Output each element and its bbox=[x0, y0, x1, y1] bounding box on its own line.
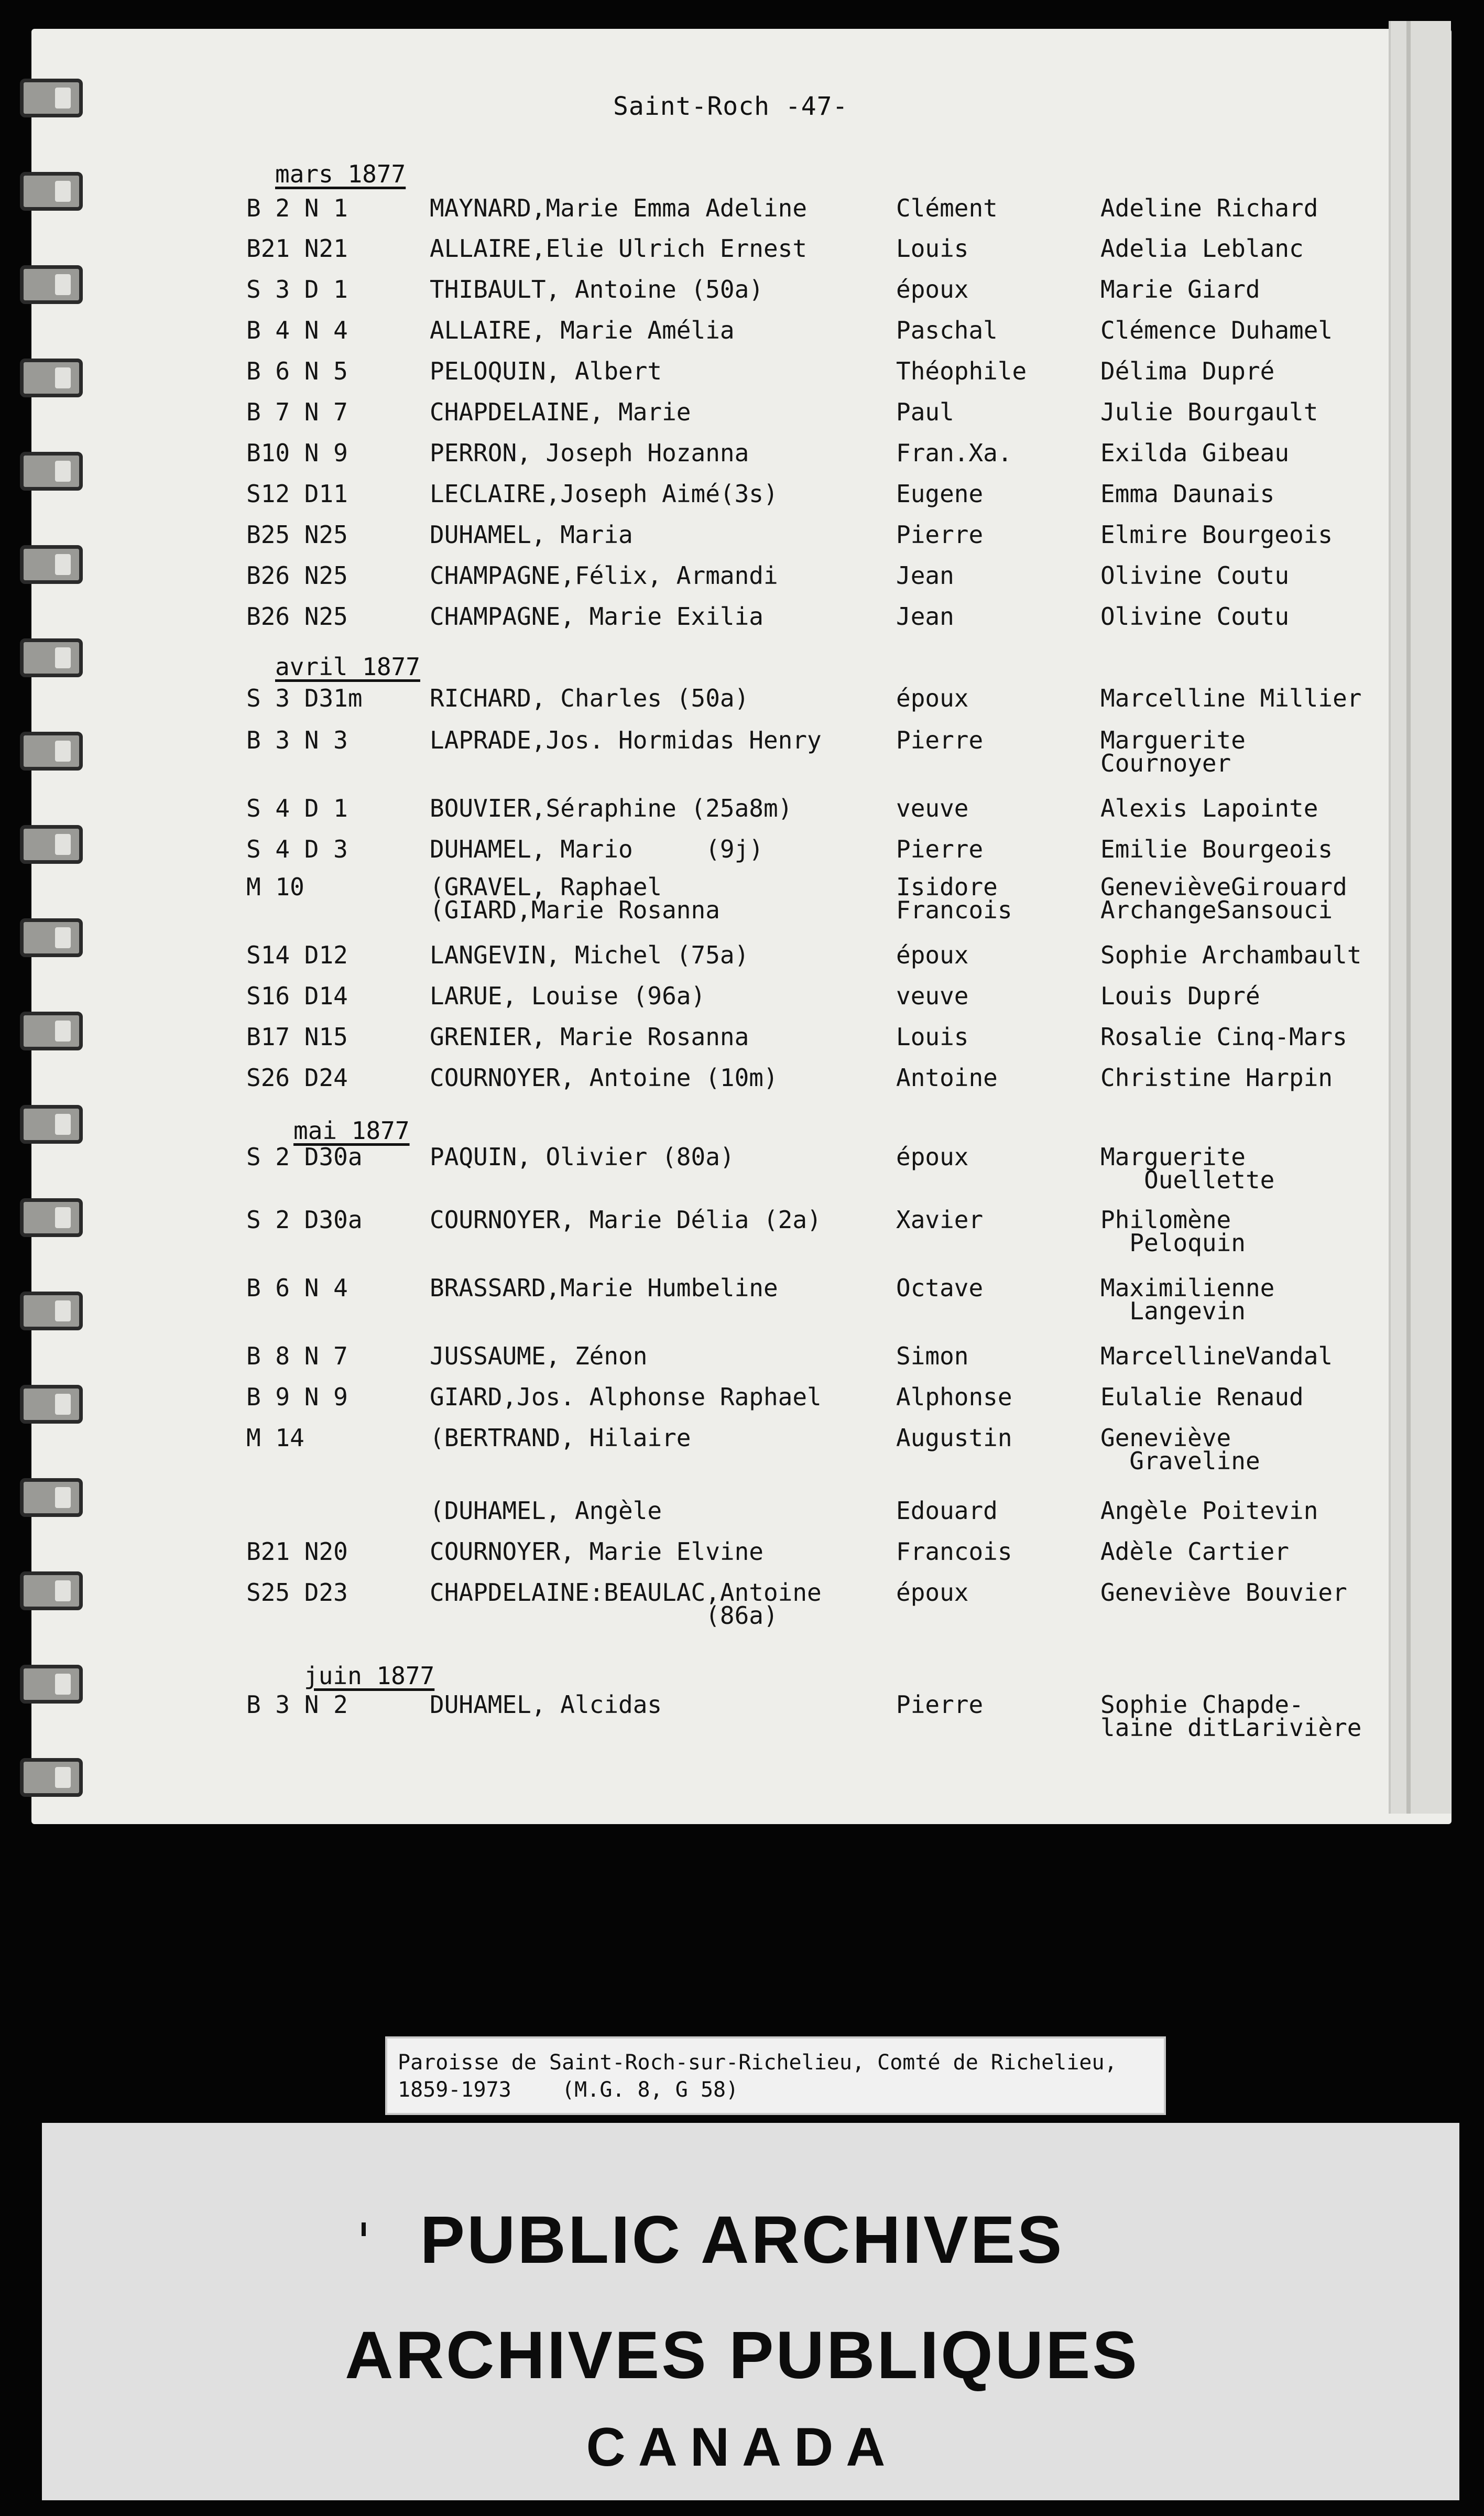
register-entry bbox=[0, 316, 1420, 361]
entry-father: Xavier bbox=[896, 1206, 984, 1234]
entry-name: CHAPDELAINE, Marie bbox=[430, 398, 691, 426]
register-entry bbox=[0, 1025, 1420, 1067]
entry-name: LECLAIRE,Joseph Aimé(3s) bbox=[430, 480, 778, 508]
month-heading: mai 1877 bbox=[293, 1116, 410, 1145]
entry-name: COURNOYER, Antoine (10m) bbox=[430, 1064, 778, 1092]
register-entry bbox=[0, 1344, 1420, 1386]
entry-father: Fran.Xa. bbox=[896, 439, 1012, 467]
register-entry bbox=[0, 984, 1420, 1026]
entry-father: Pierre bbox=[896, 835, 984, 863]
register-entry bbox=[0, 941, 1420, 985]
entry-name: GRENIER, Marie Rosanna bbox=[430, 1023, 749, 1051]
entry-father: Pierre bbox=[896, 520, 984, 549]
entry-father: Paschal bbox=[896, 316, 998, 344]
register-entry bbox=[0, 1537, 1420, 1582]
month-heading: mars 1877 bbox=[275, 160, 406, 188]
entry-code: B26 N25 bbox=[246, 561, 348, 590]
register-entry bbox=[0, 1424, 1420, 1475]
entry-mother: Adelia Leblanc bbox=[1100, 234, 1304, 263]
entry-father: Louis bbox=[896, 1023, 969, 1051]
register-entry bbox=[0, 234, 1420, 279]
entry-name: DUHAMEL, Mario (9j) bbox=[430, 835, 763, 863]
entry-mother: Elmire Bourgeois bbox=[1100, 520, 1333, 549]
entry-mother: Geneviève Graveline bbox=[1100, 1424, 1260, 1475]
archives-title-en: PUBLIC ARCHIVES bbox=[420, 2203, 1064, 2278]
entry-mother: Olivine Coutu bbox=[1100, 602, 1290, 631]
entry-father: époux bbox=[896, 941, 969, 969]
entry-name: THIBAULT, Antoine (50a) bbox=[430, 275, 763, 303]
entry-name: (BERTRAND, Hilaire bbox=[430, 1424, 691, 1452]
register-entry bbox=[0, 561, 1420, 606]
register-entry bbox=[0, 602, 1420, 647]
entry-father: veuve bbox=[896, 794, 969, 822]
entry-mother: Rosalie Cinq-Mars bbox=[1100, 1023, 1347, 1051]
entry-code: S 4 D 3 bbox=[246, 835, 348, 863]
binding-ring bbox=[20, 1758, 83, 1797]
entry-code: S26 D24 bbox=[246, 1064, 348, 1092]
entry-name: (GRAVEL, Raphael (GIARD,Marie Rosanna bbox=[430, 873, 720, 924]
entry-code: S 3 D 1 bbox=[246, 275, 348, 303]
entry-mother: Philomène Peloquin bbox=[1100, 1206, 1246, 1257]
entry-name: GIARD,Jos. Alphonse Raphael bbox=[430, 1383, 822, 1411]
entry-father: veuve bbox=[896, 982, 969, 1010]
archives-country: CANADA bbox=[586, 2417, 898, 2478]
register-entry bbox=[0, 1385, 1420, 1427]
entry-code: S14 D12 bbox=[246, 941, 348, 969]
entry-code: B17 N15 bbox=[246, 1023, 348, 1051]
entry-name: DUHAMEL, Alcidas bbox=[430, 1690, 662, 1719]
entry-mother: Marguerite Cournoyer bbox=[1100, 726, 1246, 777]
register-entry bbox=[0, 1274, 1420, 1325]
entry-name: LAPRADE,Jos. Hormidas Henry bbox=[430, 726, 822, 754]
entry-code: B21 N20 bbox=[246, 1537, 348, 1566]
source-line-1: Paroisse de Saint-Roch-sur-Richelieu, Comté de Richelieu, bbox=[398, 2051, 1117, 2075]
entry-mother: Julie Bourgault bbox=[1100, 398, 1318, 426]
register-entry bbox=[0, 441, 1420, 483]
entry-code: B 8 N 7 bbox=[246, 1342, 348, 1370]
entry-father: époux bbox=[896, 1578, 969, 1607]
entry-mother: Maximilienne Langevin bbox=[1100, 1274, 1275, 1325]
entry-name: PERRON, Joseph Hozanna bbox=[430, 439, 749, 467]
entry-code: B 9 N 9 bbox=[246, 1383, 348, 1411]
entry-code: B 3 N 2 bbox=[246, 1690, 348, 1719]
entry-name: RICHARD, Charles (50a) bbox=[430, 684, 749, 712]
register-entry bbox=[0, 357, 1420, 402]
entry-father: Jean bbox=[896, 602, 954, 631]
entry-name: BRASSARD,Marie Humbeline bbox=[430, 1274, 778, 1302]
entry-code: B 6 N 4 bbox=[246, 1274, 348, 1302]
entry-mother: Marie Giard bbox=[1100, 275, 1260, 303]
entry-name: ALLAIRE,Elie Ulrich Ernest bbox=[430, 234, 808, 263]
entry-code: M 10 bbox=[246, 873, 304, 901]
entry-code: S25 D23 bbox=[246, 1578, 348, 1607]
register-entry bbox=[0, 873, 1420, 924]
entry-father: époux bbox=[896, 1143, 969, 1171]
entry-name: LANGEVIN, Michel (75a) bbox=[430, 941, 749, 969]
register-entry bbox=[0, 794, 1420, 839]
entry-code: M 14 bbox=[246, 1424, 304, 1452]
entry-name: BOUVIER,Séraphine (25a8m) bbox=[430, 794, 793, 822]
source-label-card bbox=[385, 2036, 1166, 2115]
register-entry bbox=[0, 194, 1420, 238]
entry-mother: Délima Dupré bbox=[1100, 357, 1275, 385]
entry-father: Paul bbox=[896, 398, 954, 426]
entry-mother: Marcelline Millier bbox=[1100, 684, 1362, 712]
entry-code: S16 D14 bbox=[246, 982, 348, 1010]
entry-code: S 2 D30a bbox=[246, 1143, 363, 1171]
register-entry bbox=[0, 1066, 1420, 1108]
entry-name: CHAMPAGNE, Marie Exilia bbox=[430, 602, 763, 631]
entry-father: Alphonse bbox=[896, 1383, 1012, 1411]
entry-code: S 3 D31m bbox=[246, 684, 363, 712]
entry-father: Simon bbox=[896, 1342, 969, 1370]
entry-code: S12 D11 bbox=[246, 480, 348, 508]
register-entry bbox=[0, 482, 1420, 524]
entry-mother: Sophie Archambault bbox=[1100, 941, 1362, 969]
entry-code: S 4 D 1 bbox=[246, 794, 348, 822]
entry-father: Pierre bbox=[896, 1690, 984, 1719]
entry-father: Clément bbox=[896, 194, 998, 222]
entry-father: époux bbox=[896, 275, 969, 303]
entry-code: B 3 N 3 bbox=[246, 726, 348, 754]
month-heading: avril 1877 bbox=[275, 653, 420, 681]
binding-ring bbox=[20, 1105, 83, 1144]
entry-father: Eugene bbox=[896, 480, 984, 508]
entry-code: B 4 N 4 bbox=[246, 316, 348, 344]
entry-name: ALLAIRE, Marie Amélia bbox=[430, 316, 735, 344]
archives-title-fr: ARCHIVES PUBLIQUES bbox=[345, 2318, 1139, 2393]
register-entry bbox=[0, 1206, 1420, 1257]
entry-father: Jean bbox=[896, 561, 954, 590]
entry-code: B25 N25 bbox=[246, 520, 348, 549]
entry-name: (DUHAMEL, Angèle bbox=[430, 1496, 662, 1525]
entry-name: CHAPDELAINE:BEAULAC,Antoine (86a) bbox=[430, 1578, 822, 1630]
entry-father: Pierre bbox=[896, 726, 984, 754]
entry-name: LARUE, Louise (96a) bbox=[430, 982, 706, 1010]
entry-name: JUSSAUME, Zénon bbox=[430, 1342, 648, 1370]
entry-name: DUHAMEL, Maria bbox=[430, 520, 633, 549]
register-entry bbox=[0, 1496, 1420, 1541]
entry-mother: Christine Harpin bbox=[1100, 1064, 1333, 1092]
entry-father: Isidore Francois bbox=[896, 873, 1012, 924]
entry-mother: Clémence Duhamel bbox=[1100, 316, 1333, 344]
entry-mother: Angèle Poitevin bbox=[1100, 1496, 1318, 1525]
entry-code: B10 N 9 bbox=[246, 439, 348, 467]
register-entry bbox=[0, 400, 1420, 442]
register-entry bbox=[0, 275, 1420, 320]
entry-code: S 2 D30a bbox=[246, 1206, 363, 1234]
entry-mother: Eulalie Renaud bbox=[1100, 1383, 1304, 1411]
entry-name: COURNOYER, Marie Elvine bbox=[430, 1537, 763, 1566]
entry-name: MAYNARD,Marie Emma Adeline bbox=[430, 194, 808, 222]
register-entry bbox=[0, 1143, 1420, 1194]
entry-name: CHAMPAGNE,Félix, Armandi bbox=[430, 561, 778, 590]
entry-mother: Sophie Chapde- laine ditLarivière bbox=[1100, 1690, 1362, 1742]
entry-father: Francois bbox=[896, 1537, 1012, 1566]
entry-father: Théophile bbox=[896, 357, 1027, 385]
entry-code: B21 N21 bbox=[246, 234, 348, 263]
binding-ring bbox=[20, 79, 83, 117]
entry-mother: Alexis Lapointe bbox=[1100, 794, 1318, 822]
entry-mother: GenevièveGirouard ArchangeSansouci bbox=[1100, 873, 1347, 924]
entry-mother: Louis Dupré bbox=[1100, 982, 1260, 1010]
month-heading: juin 1877 bbox=[304, 1662, 435, 1690]
entry-father: Louis bbox=[896, 234, 969, 263]
register-entry bbox=[0, 520, 1420, 565]
entry-mother: Geneviève Bouvier bbox=[1100, 1578, 1347, 1607]
entry-mother: Adèle Cartier bbox=[1100, 1537, 1290, 1566]
entry-mother: Olivine Coutu bbox=[1100, 561, 1290, 590]
entry-code: B 7 N 7 bbox=[246, 398, 348, 426]
entry-father: Augustin bbox=[896, 1424, 1012, 1452]
entry-mother: Emilie Bourgeois bbox=[1100, 835, 1333, 863]
entry-mother: Adeline Richard bbox=[1100, 194, 1318, 222]
entry-father: Octave bbox=[896, 1274, 984, 1302]
entry-name: COURNOYER, Marie Délia (2a) bbox=[430, 1206, 822, 1234]
entry-name: PAQUIN, Olivier (80a) bbox=[430, 1143, 735, 1171]
register-entry bbox=[0, 726, 1420, 777]
source-line-2: 1859-1973 (M.G. 8, G 58) bbox=[398, 2078, 739, 2102]
entry-name: PELOQUIN, Albert bbox=[430, 357, 662, 385]
register-entry bbox=[0, 1578, 1420, 1630]
entry-code: B 2 N 1 bbox=[246, 194, 348, 222]
entry-code: B 6 N 5 bbox=[246, 357, 348, 385]
entry-mother: Emma Daunais bbox=[1100, 480, 1275, 508]
page-header: Saint-Roch -47- bbox=[613, 92, 848, 121]
entry-mother: Exilda Gibeau bbox=[1100, 439, 1290, 467]
entry-mother: MarcellineVandal bbox=[1100, 1342, 1333, 1370]
entry-father: époux bbox=[896, 684, 969, 712]
entry-father: Edouard bbox=[896, 1496, 998, 1525]
entry-mother: Marguerite Ouellette bbox=[1100, 1143, 1275, 1194]
entry-father: Antoine bbox=[896, 1064, 998, 1092]
entry-code: B26 N25 bbox=[246, 602, 348, 631]
register-entry bbox=[0, 1690, 1420, 1742]
register-entry bbox=[0, 684, 1420, 729]
